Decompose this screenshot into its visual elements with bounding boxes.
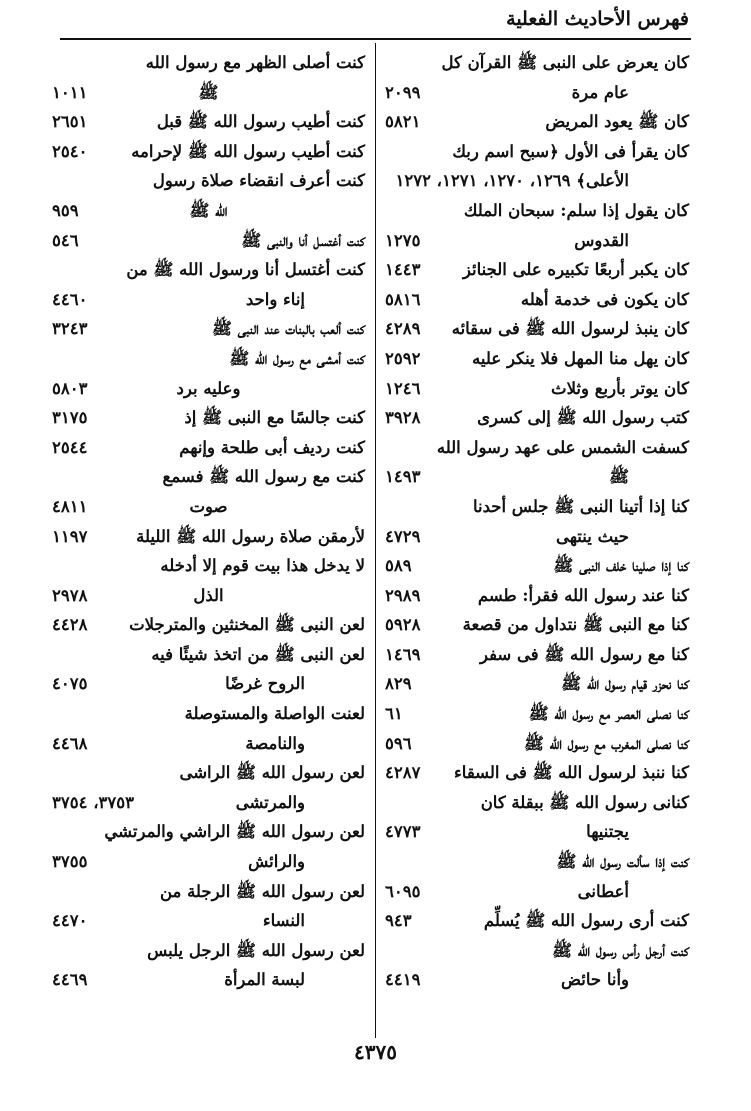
hadith-number: ٥٨١٦ bbox=[385, 289, 421, 309]
hadith-number: ٢٩٧٨ bbox=[52, 585, 88, 605]
entry-text: كنت أغتسل أنا والنبى ﷺ bbox=[241, 230, 365, 250]
entry-text: كنا مع رسول الله ﷺ فى سفر bbox=[479, 644, 689, 664]
entry-text: كنت مع رسول الله ﷺ فسمع bbox=[162, 467, 365, 487]
entry-text: كنت أطيب رسول الله ﷺ لإحرامه bbox=[131, 141, 365, 161]
hadith-number: ١٢٤٦ bbox=[385, 378, 421, 398]
index-entry bbox=[52, 581, 365, 611]
index-entry bbox=[385, 817, 689, 847]
index-entry bbox=[385, 462, 689, 492]
index-entry bbox=[385, 847, 689, 877]
entry-text: الذل bbox=[193, 585, 224, 605]
entry-text: كنا نصلى العصر مع رسول الله ﷺ bbox=[528, 704, 689, 724]
index-entry bbox=[52, 255, 365, 285]
page-title: فهرس الأحاديث الفعلية bbox=[506, 8, 689, 30]
hadith-number: ٢٥٤٠ bbox=[52, 141, 88, 161]
index-entry bbox=[385, 374, 689, 404]
entry-text: كان ينبذ لرسول الله ﷺ فى سقائه bbox=[451, 319, 689, 339]
hadith-number: ٥٨٠٣ bbox=[52, 378, 88, 398]
entry-text: وعليه برد bbox=[176, 378, 241, 398]
index-entry bbox=[385, 758, 689, 788]
index-entry bbox=[52, 492, 365, 522]
entry-text: إناء واحد bbox=[245, 289, 305, 309]
index-entry bbox=[52, 166, 365, 196]
hadith-number: ١٤٩٣ bbox=[385, 467, 421, 487]
entry-text: كان يهل منا المهل فلا ينكر عليه bbox=[472, 348, 689, 368]
index-entry bbox=[52, 374, 365, 404]
entry-text: لعن النبى ﷺ المخنثين والمترجلات bbox=[129, 615, 365, 635]
index-entry bbox=[385, 403, 689, 433]
entry-text: الله ﷺ bbox=[189, 200, 228, 220]
hadith-number: ٤٠٧٥ bbox=[52, 674, 88, 694]
hadith-number: ٥٤٦ bbox=[52, 230, 79, 250]
entry-text: كسفت الشمس على عهد رسول الله bbox=[436, 437, 689, 457]
entry-text: الروح غرضًا bbox=[225, 674, 305, 694]
index-entry bbox=[52, 48, 365, 78]
index-entry bbox=[385, 729, 689, 759]
index-entry bbox=[52, 314, 365, 344]
index-entry bbox=[52, 965, 365, 995]
hadith-number: ٤٧٧٣ bbox=[385, 822, 421, 842]
index-entry bbox=[385, 285, 689, 315]
hadith-number: ٢٩٨٩ bbox=[385, 585, 421, 605]
entry-text: كنت أغتسل أنا ورسول الله ﷺ من bbox=[126, 260, 365, 280]
index-entry bbox=[385, 610, 689, 640]
index-entry bbox=[52, 729, 365, 759]
hadith-number: ٩٥٩ bbox=[52, 200, 79, 220]
column-divider bbox=[375, 43, 376, 1038]
index-entry bbox=[385, 196, 689, 226]
hadith-number: ٣٢٤٣ bbox=[52, 319, 88, 339]
hadith-number: ٤٧٢٩ bbox=[385, 526, 421, 546]
entry-text: لأرمقن صلاة رسول الله ﷺ الليلة bbox=[136, 526, 365, 546]
entry-text: كان يعرض على النبى ﷺ القرآن كل bbox=[441, 53, 689, 72]
index-entry bbox=[385, 965, 689, 995]
entry-text: وأنا حائض bbox=[561, 970, 629, 990]
index-entry bbox=[52, 78, 365, 108]
entry-text: كنا نصلى المغرب مع رسول الله ﷺ bbox=[523, 733, 689, 753]
left-column bbox=[52, 48, 365, 995]
entry-text: كنانى رسول الله ﷺ ببقلة كان bbox=[480, 792, 689, 812]
hadith-number: ٥٨٩ bbox=[385, 556, 412, 576]
entry-text: كنا نحزر قيام رسول الله ﷺ bbox=[561, 674, 689, 694]
index-entry bbox=[385, 107, 689, 137]
entry-text: كنا إذا صلينا خلف النبى ﷺ bbox=[553, 556, 689, 576]
hadith-number: ٤٤٦٠ bbox=[52, 289, 88, 309]
entry-text: ﷺ bbox=[198, 82, 219, 102]
hadith-number: ١٤٤٣ bbox=[385, 260, 421, 280]
index-entry bbox=[52, 522, 365, 552]
hadith-number: ٣٧٥٥ bbox=[52, 852, 88, 872]
hadith-number: ٦١ bbox=[385, 704, 403, 724]
entry-text: كان يوتر بأربع وثلاث bbox=[551, 378, 689, 398]
index-entry bbox=[385, 522, 689, 552]
index-entry bbox=[52, 906, 365, 936]
entry-text: كنا عند رسول الله فقرأ: طسم bbox=[477, 585, 689, 605]
entry-text: لعن النبى ﷺ من اتخذ شيئًا فيه bbox=[151, 644, 365, 664]
index-entry bbox=[52, 403, 365, 433]
hadith-number: ١٤٦٩ bbox=[385, 644, 421, 664]
hadith-number: ٢٥٤٤ bbox=[52, 437, 88, 457]
hadith-number: ٥٨٢١ bbox=[385, 112, 421, 132]
index-entry bbox=[52, 847, 365, 877]
page-number: ٤٣٧٥ bbox=[354, 1040, 397, 1064]
index-entry bbox=[52, 817, 365, 847]
entry-text: والمرتشى bbox=[235, 792, 305, 812]
index-entry bbox=[52, 758, 365, 788]
entry-text: كنت إذا سألت رسول الله ﷺ bbox=[556, 852, 689, 872]
entry-text: لعن رسول الله ﷺ الرجلة من bbox=[159, 881, 365, 901]
index-entry bbox=[385, 433, 689, 463]
entry-text: كنا إذا أتينا النبى ﷺ جلس أحدنا bbox=[472, 496, 689, 516]
index-entry bbox=[385, 669, 689, 699]
hadith-number: ٥٩٦ bbox=[385, 733, 412, 753]
index-entry bbox=[52, 877, 365, 907]
index-entry bbox=[52, 344, 365, 374]
hadith-number: ٣٧٥٣، ٣٧٥٤ bbox=[52, 792, 134, 812]
index-entry bbox=[52, 610, 365, 640]
entry-text: كنا ننبذ لرسول الله ﷺ فى السقاء bbox=[454, 763, 689, 783]
entry-text: كتب رسول الله ﷺ إلى كسرى bbox=[477, 408, 689, 428]
entry-text: كنت أعرف انقضاء صلاة رسول bbox=[152, 171, 365, 191]
hadith-number: ٨٢٩ bbox=[385, 674, 412, 694]
hadith-number: ٥٩٢٨ bbox=[385, 615, 421, 635]
entry-text: والنامصة bbox=[245, 733, 305, 753]
index-entry bbox=[385, 551, 689, 581]
index-entry bbox=[385, 640, 689, 670]
entry-text: كنت أصلى الظهر مع رسول الله bbox=[145, 53, 365, 72]
index-entry bbox=[52, 788, 365, 818]
index-entry bbox=[385, 788, 689, 818]
hadith-number: ٤٤٧٠ bbox=[52, 911, 88, 931]
hadith-number: ٦٠٩٥ bbox=[385, 881, 421, 901]
entry-text: لبسة المرأة bbox=[224, 970, 305, 990]
index-entry bbox=[385, 581, 689, 611]
index-entry bbox=[385, 137, 689, 167]
entry-text: كنت ألعب بالبنات عند النبى ﷺ bbox=[211, 319, 365, 339]
hadith-number: ٢٥٩٢ bbox=[385, 348, 421, 368]
index-entry bbox=[385, 78, 689, 108]
index-entry bbox=[52, 433, 365, 463]
index-entry bbox=[52, 196, 365, 226]
index-entry bbox=[52, 462, 365, 492]
entry-text: كنت رديف أبى طلحة وإنهم bbox=[179, 437, 365, 457]
hadith-number: ٩٤٣ bbox=[385, 911, 412, 931]
right-column bbox=[385, 48, 689, 995]
hadith-number: ٤٤٢٨ bbox=[52, 615, 88, 635]
index-entry bbox=[52, 551, 365, 581]
header-rule bbox=[60, 38, 691, 40]
entry-text: لعنت الواصلة والمستوصلة bbox=[184, 704, 365, 724]
entry-text: لعن رسول الله ﷺ الراشي والمرتشي bbox=[104, 822, 365, 842]
index-entry bbox=[385, 906, 689, 936]
index-entry bbox=[52, 226, 365, 256]
hadith-number: ٤٤٦٩ bbox=[52, 970, 88, 990]
index-entry bbox=[52, 285, 365, 315]
entry-text: لعن رسول الله ﷺ الراشى bbox=[179, 763, 365, 783]
entry-text: ﷺ bbox=[609, 467, 629, 487]
entry-text: كان يكون فى خدمة أهله bbox=[520, 289, 689, 309]
hadith-number: ١٠١١ bbox=[52, 82, 88, 102]
entry-text: الأعلى﴾ ١٢٦٩، ١٢٧٠، ١٢٧١، ١٢٧٢ bbox=[395, 171, 629, 191]
entry-text: كنت أرى رسول الله ﷺ يُسلِّم bbox=[483, 911, 689, 931]
index-entry bbox=[385, 936, 689, 966]
entry-text: أعطانى bbox=[577, 881, 629, 901]
index-entry bbox=[385, 226, 689, 256]
hadith-number: ١٢٧٥ bbox=[385, 230, 421, 250]
entry-text: لا يدخل هذا بيت قوم إلا أدخله bbox=[160, 556, 365, 576]
entry-text: كنت أطيب رسول الله ﷺ قبل bbox=[156, 112, 365, 132]
index-entry bbox=[385, 699, 689, 729]
entry-text: كنا مع النبى ﷺ نتداول من قصعة bbox=[462, 615, 689, 635]
hadith-number: ٤٢٨٧ bbox=[385, 763, 421, 783]
hadith-number: ٤٨١١ bbox=[52, 496, 88, 516]
index-entry bbox=[385, 492, 689, 522]
index-entry bbox=[385, 877, 689, 907]
hadith-number: ١١٩٧ bbox=[52, 526, 88, 546]
hadith-number: ٢٦٥١ bbox=[52, 112, 88, 132]
entry-text: كان ﷺ يعود المريض bbox=[545, 112, 689, 132]
entry-text: القدوس bbox=[574, 230, 629, 250]
entry-text: كان يقرأ فى الأول ﴿سبح اسم ربك bbox=[452, 141, 689, 161]
entry-text: كان يقول إذا سلم: سبحان الملك bbox=[463, 200, 689, 220]
hadith-number: ٣١٧٥ bbox=[52, 408, 88, 428]
index-entry bbox=[52, 936, 365, 966]
hadith-number: ٢٠٩٩ bbox=[385, 82, 421, 102]
entry-text: يجتنيها bbox=[586, 822, 629, 842]
index-entry bbox=[385, 166, 689, 196]
index-entry bbox=[52, 107, 365, 137]
index-entry bbox=[385, 255, 689, 285]
index-entry bbox=[385, 344, 689, 374]
hadith-number: ٤٤٦٨ bbox=[52, 733, 88, 753]
index-entry bbox=[52, 699, 365, 729]
index-entry bbox=[52, 640, 365, 670]
entry-text: كنت أمشى مع رسول الله ﷺ bbox=[229, 348, 365, 368]
entry-text: كنت جالسًا مع النبى ﷺ إذ bbox=[184, 408, 365, 428]
hadith-number: ٤٢٨٩ bbox=[385, 319, 421, 339]
entry-text: لعن رسول الله ﷺ الرجل يلبس bbox=[147, 940, 365, 960]
entry-text: النساء bbox=[262, 911, 305, 931]
entry-text: عام مرة bbox=[571, 82, 629, 102]
index-entry bbox=[385, 48, 689, 78]
entry-text: كان يكبر أربعًا تكبيره على الجنائز bbox=[462, 260, 689, 280]
index-entry bbox=[52, 669, 365, 699]
hadith-number: ٤٤١٩ bbox=[385, 970, 421, 990]
hadith-number: ٣٩٢٨ bbox=[385, 408, 421, 428]
entry-text: صوت bbox=[189, 496, 228, 516]
entry-text: حيث ينتهى bbox=[555, 526, 629, 546]
index-entry bbox=[52, 137, 365, 167]
index-entry bbox=[385, 314, 689, 344]
entry-text: والرائش bbox=[248, 852, 305, 872]
entry-text: كنت أرجل رأس رسول الله ﷺ bbox=[552, 940, 689, 960]
